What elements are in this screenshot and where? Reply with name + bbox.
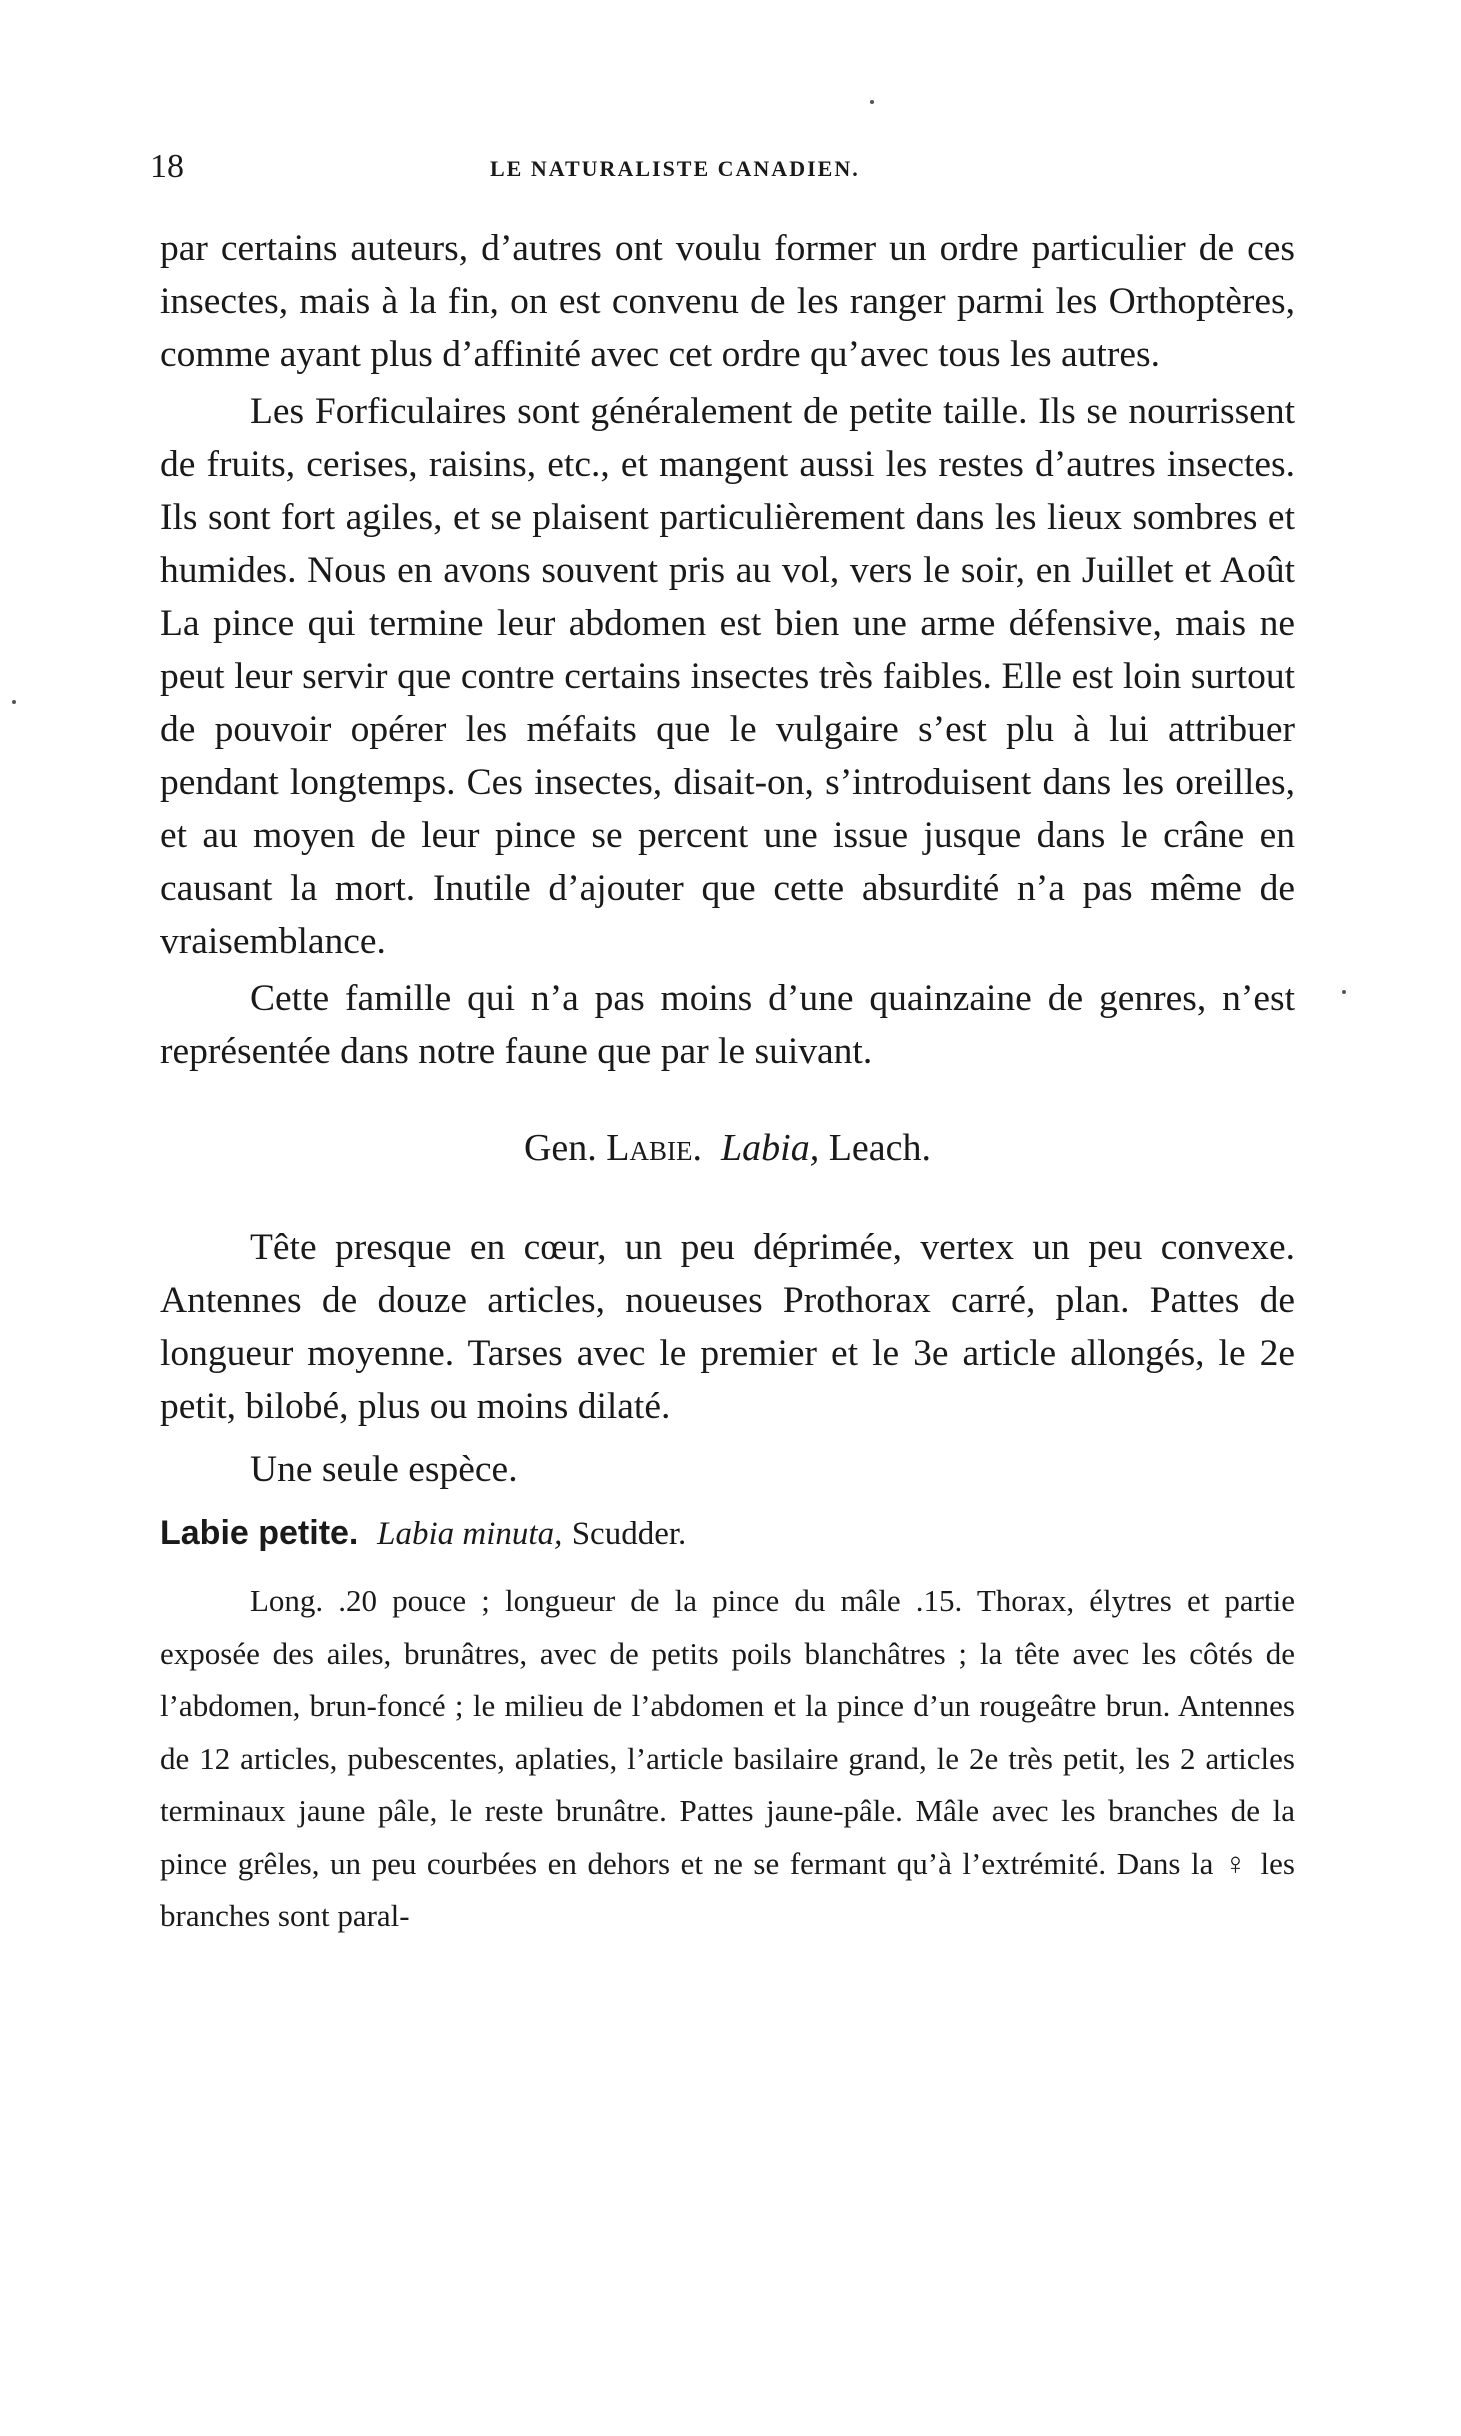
species-latin: Labia minuta, bbox=[377, 1516, 563, 1552]
paragraph-forficulaires: Les Forficulaires sont généralement de petite taille. Ils se nourrissent de fruits, cerises, raisins, etc., et mangent aussi les restes d’autres insectes. Ils sont fort agiles, et se plaisent particulièrement dans les lieux sombres et humides. Nous en avons souvent pris au vol, vers le soir, en Juillet et Août La pince qui termine leur abdomen est bien une arme défensive, mais ne peut leur servir que contre certains insectes très faibles. Elle est loin surtout de pouvoir opérer les méfaits que le vulgaire s’est plu à lui attribuer pendant longtemps. Ces insectes, disait-on, s’introduisent dans les oreilles, et au moyen de leur pince se percent une issue jusque dans le crâne en causant la mort. Inutile d’ajouter que cette absurdité n’a pas même de vraisemblance. bbox=[160, 391, 1295, 962]
paragraph-continuation: par certains auteurs, d’autres ont voulu former un ordre particulier de ces insectes, mais à la fin, on est convenu de les ranger parmi les Orthoptères, comme ayant plus d’affinité avec cet ordre qu’avec tous les autres. bbox=[160, 228, 1295, 375]
speck bbox=[1342, 990, 1346, 994]
genus-description: Tête presque en cœur, un peu déprimée, vertex un peu convexe. Antennes de douze articles, noueuses Prothorax carré, plan. Pattes de longueur moyenne. Tarses avec le premier et le 3e article allongés, le 2e petit, bilobé, plus ou moins dilaté. bbox=[160, 1227, 1295, 1427]
single-species-note: Une seule espèce. bbox=[250, 1449, 518, 1490]
genus-author: Leach. bbox=[828, 1127, 932, 1169]
species-heading bbox=[160, 1506, 1295, 1561]
speck bbox=[870, 100, 874, 104]
page-header bbox=[150, 148, 1300, 198]
genus-name: Labie. bbox=[606, 1127, 702, 1169]
species-name: Labie petite. bbox=[160, 1514, 359, 1552]
genus-latin: Labia, bbox=[721, 1127, 820, 1169]
species-author: Scudder. bbox=[571, 1516, 687, 1552]
paragraph-family: Cette famille qui n’a pas moins d’une quainzaine de genres, n’est représentée dans notre faune que par le suivant. bbox=[160, 978, 1295, 1072]
page-body bbox=[160, 222, 1295, 1943]
page-number: 18 bbox=[150, 148, 184, 185]
running-title: LE NATURALISTE CANADIEN. bbox=[490, 156, 860, 181]
species-description: Long. .20 pouce ; longueur de la pince du mâle .15. Thorax, élytres et partie exposée des ailes, brunâtres, avec de petits poils blanchâtres ; la tête avec les côtés de l’abdomen, brun-foncé ; le milieu de l’abdomen et la pince d’un rougeâtre brun. Antennes de 12 articles, pubescentes, aplaties, l’article basilaire grand, le 2e très petit, les 2 articles terminaux jaune pâle, le reste brunâtre. Pattes jaune-pâle. Mâle avec les branches de la pince grêles, un peu courbées en dehors et ne se fermant qu’à l’extrémité. Dans la ♀ les branches sont paral- bbox=[160, 1583, 1295, 1933]
speck bbox=[12, 700, 16, 704]
genus-prefix: Gen. bbox=[523, 1127, 597, 1169]
genus-heading bbox=[160, 1122, 1295, 1175]
